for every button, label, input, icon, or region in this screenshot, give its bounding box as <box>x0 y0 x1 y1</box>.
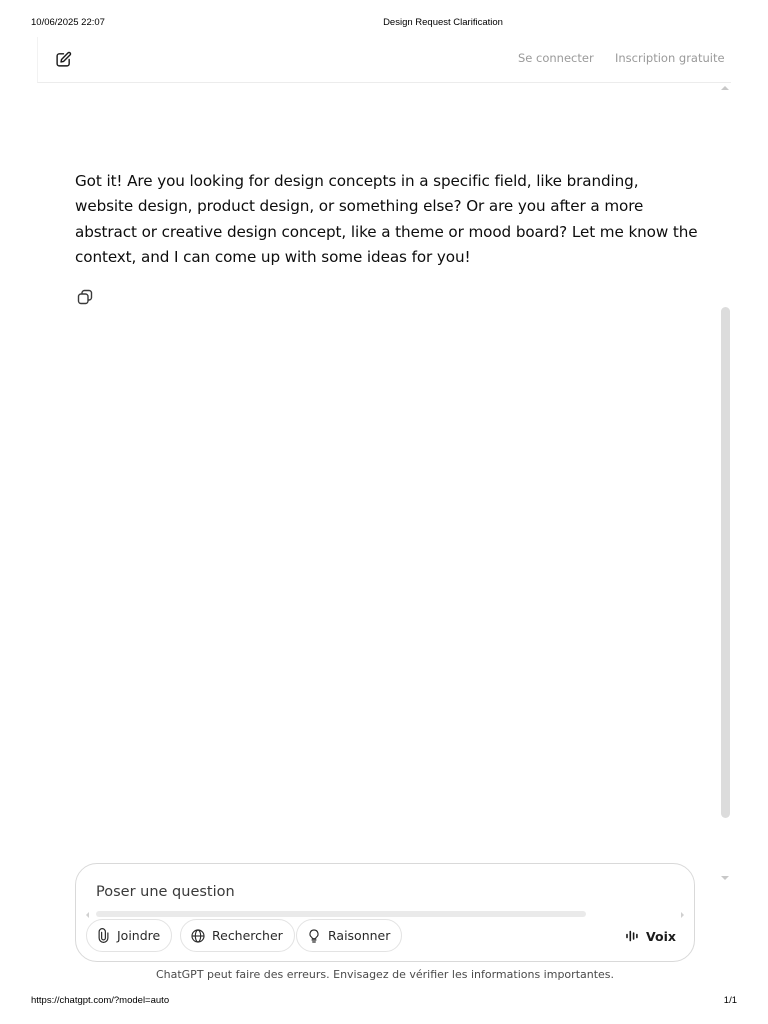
voice-label: Voix <box>646 928 676 944</box>
print-page-title: Design Request Clarification <box>383 17 503 28</box>
voice-button[interactable] <box>625 924 676 948</box>
new-chat-button[interactable] <box>52 48 74 70</box>
composer-hscrollbar[interactable] <box>96 911 586 917</box>
lightbulb-icon <box>306 928 322 944</box>
scroll-down-arrow[interactable] <box>721 876 729 880</box>
hscroll-left-arrow[interactable] <box>86 912 89 918</box>
print-page-number: 1/1 <box>723 995 737 1006</box>
edit-icon <box>55 51 72 68</box>
search-button[interactable] <box>180 919 295 952</box>
print-url: https://chatgpt.com/?model=auto <box>31 995 170 1006</box>
attach-button[interactable] <box>86 919 172 952</box>
top-bar <box>37 37 731 83</box>
reason-label: Raisonner <box>328 928 391 943</box>
globe-icon <box>190 928 206 944</box>
print-footer <box>0 995 768 1007</box>
question-input[interactable] <box>96 882 656 902</box>
hscroll-right-arrow[interactable] <box>681 912 684 918</box>
assistant-message: Got it! Are you looking for design concepts in a specific field, like branding, website design, product design, or something else? Or are you after a more abstract or creative design concept, like a theme or mood board? Let me know the context, and I can come up with some ideas for you! <box>75 172 698 266</box>
attach-label: Joindre <box>117 928 161 943</box>
print-datetime: 10/06/2025 22:07 <box>31 17 105 28</box>
copy-icon <box>75 287 95 307</box>
login-link[interactable]: Se connecter <box>518 51 594 65</box>
paperclip-icon <box>96 928 111 943</box>
disclaimer: ChatGPT peut faire des erreurs. Envisagez de vérifier les informations importantes. <box>155 968 615 981</box>
waveform-icon <box>625 929 641 943</box>
copy-button[interactable] <box>75 287 95 307</box>
scrollbar-thumb[interactable] <box>721 307 730 818</box>
signup-link[interactable]: Inscription gratuite <box>615 51 725 65</box>
reason-button[interactable] <box>296 919 402 952</box>
scroll-up-arrow[interactable] <box>721 86 729 90</box>
composer <box>75 863 695 962</box>
search-label: Rechercher <box>212 928 283 943</box>
print-header <box>0 17 768 29</box>
